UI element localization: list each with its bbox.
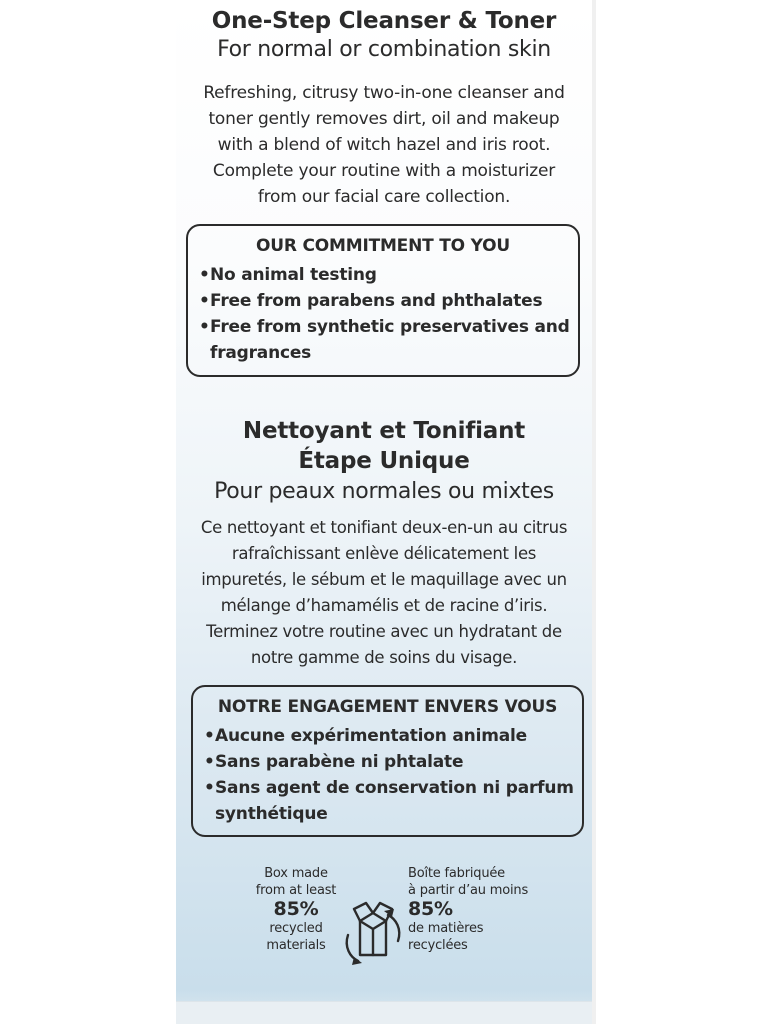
recycling-fr-percent: 85% [408,898,453,920]
list-item-text: Free from parabens and phthalates [210,291,543,311]
french-title-line2: Étape Unique [298,448,470,474]
recycling-fr-line4: recyclées [408,938,468,953]
english-title: One-Step Cleanser & Toner [211,8,557,34]
panel-side-strip [592,0,596,1024]
recycling-fr-line2: à partir d’au moins [408,883,529,898]
recycling-en-percent: 85% [273,898,319,920]
recycling-fr-line1: Boîte fabriquée [408,866,505,881]
list-item [199,288,578,314]
bullet-icon: • [199,265,210,285]
bullet-icon: • [199,291,210,311]
bullet-icon: • [204,726,215,746]
list-item [204,723,582,749]
list-item [199,314,578,366]
recycled-box-icon [338,895,408,967]
panel-bottom-edge [176,1001,592,1024]
french-title [176,416,592,476]
english-commitment-heading: OUR COMMITMENT TO YOU [256,236,510,256]
french-title-line1: Nettoyant et Tonifiant [242,418,526,444]
list-item [204,775,582,827]
bullet-icon: • [204,778,215,798]
bullet-icon: • [199,317,210,337]
french-subtitle: Pour peaux normales ou mixtes [214,479,554,504]
english-description: Refreshing, citrusy two-in-one cleanser and toner gently removes dirt, oil and makeup with a blend of witch hazel and iris root. Complete your routine with a moisturizer from our facial care collection. [203,83,565,207]
french-description: Ce nettoyant et tonifiant deux-en-un au citrus rafraîchissant enlève délicatement les impuretés, le sébum et le maquillage avec un mélange d’hamamélis et de racine d’iris. Terminez votre routine avec un hydratant de notre gamme de soins du visage. [200,518,568,667]
list-item [199,262,578,288]
bullet-icon: • [204,752,215,772]
list-item-text: Sans parabène ni phtalate [215,752,464,772]
recycling-en-line4: materials [266,938,326,953]
english-subtitle: For normal or combination skin [217,37,551,62]
english-commitment-list [188,262,578,366]
french-commitment-heading: NOTRE ENGAGEMENT ENVERS VOUS [217,697,558,717]
list-item-text: Sans agent de conservation ni parfum synthétique [215,778,574,824]
list-item-text: Aucune expérimentation animale [215,726,527,746]
recycling-en-line2: from at least [255,883,337,898]
list-item [204,749,582,775]
recycling-fr-line3: de matières [408,921,484,936]
list-item-text: Free from synthetic preservatives and fragrances [210,317,570,363]
list-item-text: No animal testing [210,265,377,285]
recycling-en-line3: recycled [269,921,323,936]
recycling-french [408,865,538,954]
french-commitment-box [191,685,584,837]
recycling-en-line1: Box made [264,866,328,881]
english-commitment-box [186,224,580,377]
recycling-english [246,865,346,954]
french-commitment-list [193,723,582,827]
